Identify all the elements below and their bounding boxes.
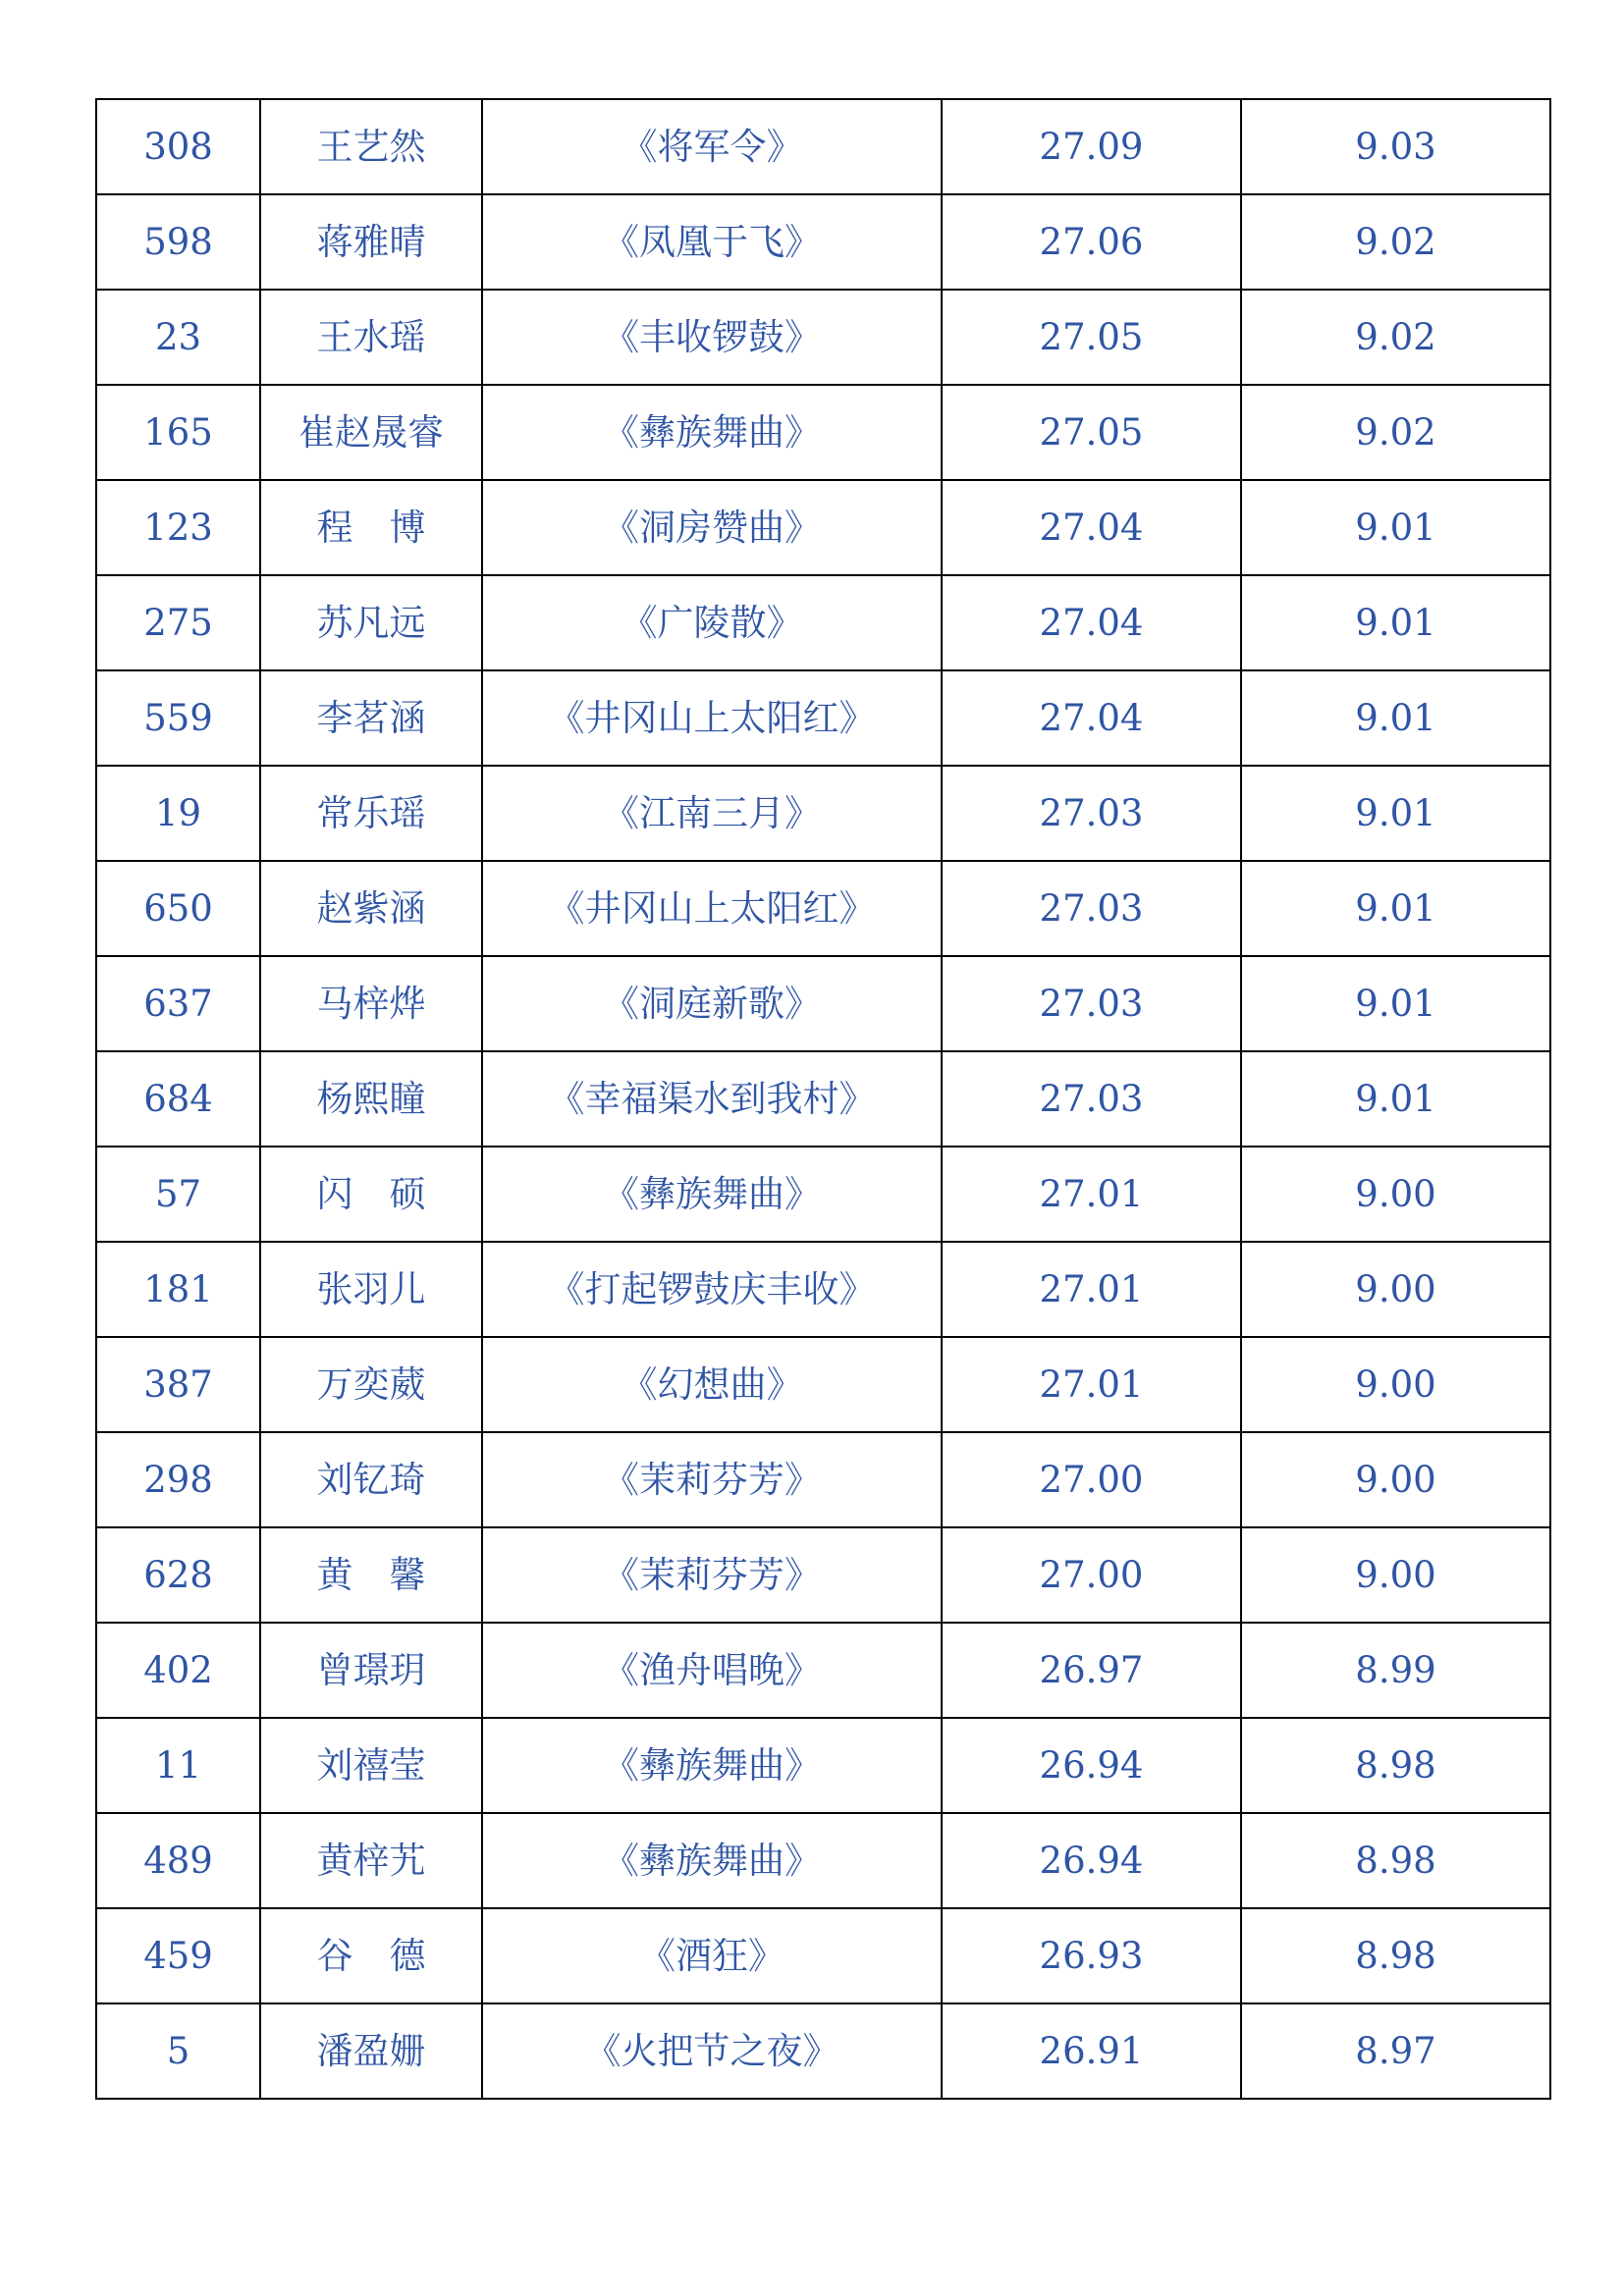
average-score-cell: 9.01 [1241, 575, 1550, 670]
table-row [96, 1432, 1550, 1527]
total-score-cell: 27.04 [942, 575, 1241, 670]
table-row [96, 670, 1550, 766]
entry-number-cell: 57 [96, 1147, 260, 1242]
total-score-cell: 26.91 [942, 2003, 1241, 2099]
average-score-cell: 8.98 [1241, 1908, 1550, 2003]
entry-number-cell: 489 [96, 1813, 260, 1908]
total-score-cell: 26.94 [942, 1718, 1241, 1813]
entry-number-cell: 275 [96, 575, 260, 670]
total-score-cell: 27.03 [942, 861, 1241, 956]
performer-name-cell: 蒋雅晴 [260, 194, 482, 290]
total-score-cell: 27.03 [942, 1051, 1241, 1147]
performer-name-cell: 万奕葳 [260, 1337, 482, 1432]
entry-number-cell: 598 [96, 194, 260, 290]
total-score-cell: 26.93 [942, 1908, 1241, 2003]
table-row [96, 1718, 1550, 1813]
entry-number-cell: 459 [96, 1908, 260, 2003]
entry-number-cell: 165 [96, 385, 260, 480]
total-score-cell: 26.94 [942, 1813, 1241, 1908]
average-score-cell: 9.01 [1241, 861, 1550, 956]
table-row [96, 575, 1550, 670]
piece-title-cell: 《茉莉芬芳》 [482, 1432, 942, 1527]
table-row [96, 1908, 1550, 2003]
piece-title-cell: 《渔舟唱晚》 [482, 1623, 942, 1718]
performer-name-cell: 潘盈姗 [260, 2003, 482, 2099]
average-score-cell: 9.02 [1241, 385, 1550, 480]
performer-name-cell: 王水瑶 [260, 290, 482, 385]
piece-title-cell: 《幸福渠水到我村》 [482, 1051, 942, 1147]
table-row [96, 1623, 1550, 1718]
piece-title-cell: 《彝族舞曲》 [482, 1813, 942, 1908]
piece-title-cell: 《井冈山上太阳红》 [482, 670, 942, 766]
average-score-cell: 9.00 [1241, 1147, 1550, 1242]
piece-title-cell: 《丰收锣鼓》 [482, 290, 942, 385]
total-score-cell: 27.06 [942, 194, 1241, 290]
results-table-body [96, 99, 1550, 2099]
performer-name-cell: 马梓烨 [260, 956, 482, 1051]
total-score-cell: 27.05 [942, 385, 1241, 480]
table-row [96, 2003, 1550, 2099]
entry-number-cell: 684 [96, 1051, 260, 1147]
piece-title-cell: 《凤凰于飞》 [482, 194, 942, 290]
average-score-cell: 9.01 [1241, 670, 1550, 766]
average-score-cell: 8.98 [1241, 1813, 1550, 1908]
total-score-cell: 27.04 [942, 670, 1241, 766]
piece-title-cell: 《广陵散》 [482, 575, 942, 670]
performer-name-cell: 常乐瑶 [260, 766, 482, 861]
total-score-cell: 27.01 [942, 1147, 1241, 1242]
table-row [96, 480, 1550, 575]
entry-number-cell: 5 [96, 2003, 260, 2099]
piece-title-cell: 《火把节之夜》 [482, 2003, 942, 2099]
performer-name-cell: 黄梓艽 [260, 1813, 482, 1908]
entry-number-cell: 123 [96, 480, 260, 575]
piece-title-cell: 《井冈山上太阳红》 [482, 861, 942, 956]
average-score-cell: 9.03 [1241, 99, 1550, 194]
piece-title-cell: 《洞房赞曲》 [482, 480, 942, 575]
average-score-cell: 8.98 [1241, 1718, 1550, 1813]
piece-title-cell: 《江南三月》 [482, 766, 942, 861]
entry-number-cell: 23 [96, 290, 260, 385]
entry-number-cell: 387 [96, 1337, 260, 1432]
total-score-cell: 27.09 [942, 99, 1241, 194]
performer-name-cell: 刘钇琦 [260, 1432, 482, 1527]
performer-name-cell: 张羽儿 [260, 1242, 482, 1337]
table-row [96, 1051, 1550, 1147]
entry-number-cell: 628 [96, 1527, 260, 1623]
table-row [96, 766, 1550, 861]
results-sheet [95, 98, 1549, 2100]
performer-name-cell: 曾璟玥 [260, 1623, 482, 1718]
table-row [96, 1242, 1550, 1337]
entry-number-cell: 308 [96, 99, 260, 194]
entry-number-cell: 298 [96, 1432, 260, 1527]
table-row [96, 1527, 1550, 1623]
table-row [96, 385, 1550, 480]
average-score-cell: 9.01 [1241, 766, 1550, 861]
piece-title-cell: 《幻想曲》 [482, 1337, 942, 1432]
piece-title-cell: 《彝族舞曲》 [482, 1718, 942, 1813]
average-score-cell: 8.97 [1241, 2003, 1550, 2099]
entry-number-cell: 181 [96, 1242, 260, 1337]
piece-title-cell: 《茉莉芬芳》 [482, 1527, 942, 1623]
total-score-cell: 26.97 [942, 1623, 1241, 1718]
table-row [96, 194, 1550, 290]
piece-title-cell: 《打起锣鼓庆丰收》 [482, 1242, 942, 1337]
piece-title-cell: 《彝族舞曲》 [482, 385, 942, 480]
entry-number-cell: 637 [96, 956, 260, 1051]
entry-number-cell: 402 [96, 1623, 260, 1718]
average-score-cell: 9.02 [1241, 194, 1550, 290]
performer-name-cell: 黄 馨 [260, 1527, 482, 1623]
total-score-cell: 27.01 [942, 1337, 1241, 1432]
total-score-cell: 27.04 [942, 480, 1241, 575]
entry-number-cell: 559 [96, 670, 260, 766]
entry-number-cell: 11 [96, 1718, 260, 1813]
table-row [96, 956, 1550, 1051]
total-score-cell: 27.00 [942, 1432, 1241, 1527]
table-row [96, 1813, 1550, 1908]
piece-title-cell: 《酒狂》 [482, 1908, 942, 2003]
piece-title-cell: 《彝族舞曲》 [482, 1147, 942, 1242]
average-score-cell: 9.01 [1241, 1051, 1550, 1147]
table-row [96, 1147, 1550, 1242]
total-score-cell: 27.03 [942, 956, 1241, 1051]
piece-title-cell: 《洞庭新歌》 [482, 956, 942, 1051]
average-score-cell: 9.00 [1241, 1432, 1550, 1527]
performer-name-cell: 程 博 [260, 480, 482, 575]
table-row [96, 99, 1550, 194]
performer-name-cell: 王艺然 [260, 99, 482, 194]
total-score-cell: 27.03 [942, 766, 1241, 861]
performer-name-cell: 崔赵晟睿 [260, 385, 482, 480]
average-score-cell: 8.99 [1241, 1623, 1550, 1718]
piece-title-cell: 《将军令》 [482, 99, 942, 194]
results-table [95, 98, 1551, 2100]
performer-name-cell: 苏凡远 [260, 575, 482, 670]
total-score-cell: 27.01 [942, 1242, 1241, 1337]
performer-name-cell: 赵紫涵 [260, 861, 482, 956]
performer-name-cell: 杨熙瞳 [260, 1051, 482, 1147]
average-score-cell: 9.02 [1241, 290, 1550, 385]
entry-number-cell: 19 [96, 766, 260, 861]
table-row [96, 1337, 1550, 1432]
average-score-cell: 9.00 [1241, 1337, 1550, 1432]
average-score-cell: 9.00 [1241, 1242, 1550, 1337]
average-score-cell: 9.00 [1241, 1527, 1550, 1623]
performer-name-cell: 谷 德 [260, 1908, 482, 2003]
entry-number-cell: 650 [96, 861, 260, 956]
performer-name-cell: 刘禧莹 [260, 1718, 482, 1813]
table-row [96, 290, 1550, 385]
performer-name-cell: 李茗涵 [260, 670, 482, 766]
average-score-cell: 9.01 [1241, 480, 1550, 575]
table-row [96, 861, 1550, 956]
total-score-cell: 27.00 [942, 1527, 1241, 1623]
average-score-cell: 9.01 [1241, 956, 1550, 1051]
performer-name-cell: 闪 硕 [260, 1147, 482, 1242]
total-score-cell: 27.05 [942, 290, 1241, 385]
